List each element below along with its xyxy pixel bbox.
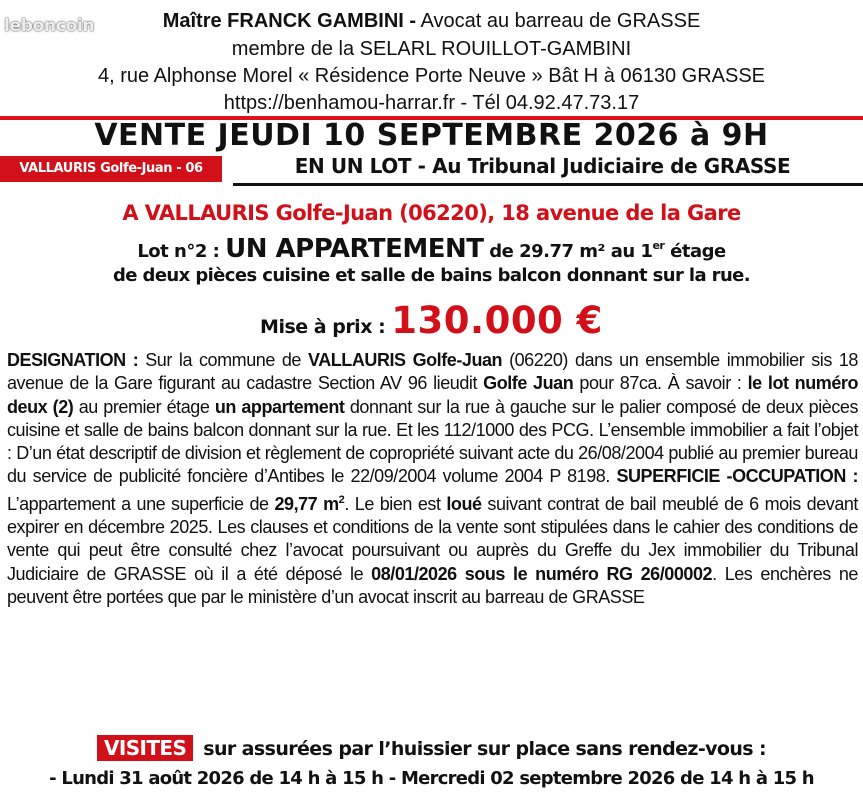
filing-reference: 08/01/2026 sous le numéro RG 26/00002 <box>371 563 713 584</box>
designation-segment: Sur la commune de <box>145 350 308 370</box>
designation-segment: L’appartement a une superficie de <box>7 493 275 514</box>
floor-suffix: étage <box>664 241 726 262</box>
property-address: A VALLAURIS Golfe-Juan (06220), 18 avenue de la Gare <box>122 201 741 225</box>
designation-text <box>7 349 858 609</box>
area-number: 29,77 m <box>274 493 339 514</box>
designation-segment: . Le bien est <box>344 493 447 514</box>
lawyer-name: Maître FRANCK GAMBINI - <box>162 10 417 32</box>
visits-badge: VISITES <box>97 735 193 761</box>
designation-segment: (06220) dans un ensemble immobilier sis 18 avenue de la Gare figurant au cadastre Section AV 96 lieudit <box>7 350 858 394</box>
price-label: Mise à prix : <box>260 316 392 338</box>
designation-bold: un appartement <box>214 396 345 417</box>
designation-segment: suivant contrat de bail meublé de 6 mois devant expirer en décembre 2025. Les clauses et conditions de la vente sont stipulées dans le cahier des conditions de vente qui peut être consulté chez l’avocat poursuivant ou auprès du Greffe du Jex immobilier du Tribunal Judiciaire de GRASSE où il a été déposé le <box>7 493 858 584</box>
floor-superscript: er <box>652 239 665 252</box>
area-superscript: 2 <box>338 493 345 506</box>
designation-bold: Golfe Juan <box>483 373 574 394</box>
visits-line <box>0 735 863 762</box>
superficie-label: SUPERFICIE -OCCUPATION : <box>616 466 858 487</box>
designation-bold: loué <box>446 493 482 514</box>
firm-membership: membre de la SELARL ROUILLOT-GAMBINI <box>231 38 632 60</box>
designation-segment: . Les enchères ne peuvent être portées que par le ministère d’un avocat inscrit au barreau de GRASSE <box>7 563 858 607</box>
visit-dates: - Lundi 31 août 2026 de 14 h à 15 h - Mercredi 02 septembre 2026 de 14 h à 15 h <box>49 768 814 789</box>
lawyer-name-line <box>0 6 863 36</box>
price-amount: 130.000 € <box>391 299 603 342</box>
venue-underline <box>233 183 863 186</box>
sale-venue: EN UN LOT - Au Tribunal Judiciaire de GRASSE <box>294 154 791 178</box>
designation-segment: pour 87ca. À savoir : <box>573 373 748 394</box>
lawyer-header <box>0 6 863 117</box>
lawyer-role: Avocat au barreau de GRASSE <box>416 10 701 32</box>
location-tag: VALLAURIS Golfe-Juan - 06 <box>0 156 222 182</box>
lot-main: UN APPARTEMENT <box>225 234 484 264</box>
sale-title: VENTE JEUDI 10 SEPTEMBRE 2026 à 9H <box>94 118 769 153</box>
designation-segment: donnant sur la rue à gauche sur le palier composé de deux pièces cuisine et salle de bains balcon donnant sur la rue. Et les 112/1000 des PCG. L’ensemble immobilier a fait l’objet : D’un état descriptif de division et règlement de copropriété suivant acte du 26/08/2004 publié au premier bureau du service de publicité foncière d’Antibes le 22/09/2004 volume 2004 P 8198. <box>7 396 859 487</box>
visits-text: sur assurées par l’huissier sur place sans rendez-vous : <box>197 738 767 760</box>
area-value <box>274 494 344 514</box>
starting-price <box>0 298 863 351</box>
lot-prefix: Lot n°2 : <box>137 241 226 262</box>
designation-segment: au premier étage <box>73 396 215 417</box>
property-description: de deux pièces cuisine et salle de bains balcon donnant sur la rue. <box>112 265 751 286</box>
designation-label: DESIGNATION : <box>7 350 146 370</box>
firm-address: 4, rue Alphonse Morel « Résidence Porte Neuve » Bât H à 06130 GRASSE <box>97 65 766 87</box>
designation-bold: le lot numéro deux (2) <box>7 373 858 417</box>
lot-size: de 29.77 m² au 1 <box>483 241 653 262</box>
leboncoin-watermark: leboncoin <box>4 16 95 36</box>
firm-contact: https://benhamou-harrar.fr - Tél 04.92.47.73.17 <box>223 92 640 114</box>
designation-bold: VALLAURIS Golfe-Juan <box>307 350 503 370</box>
